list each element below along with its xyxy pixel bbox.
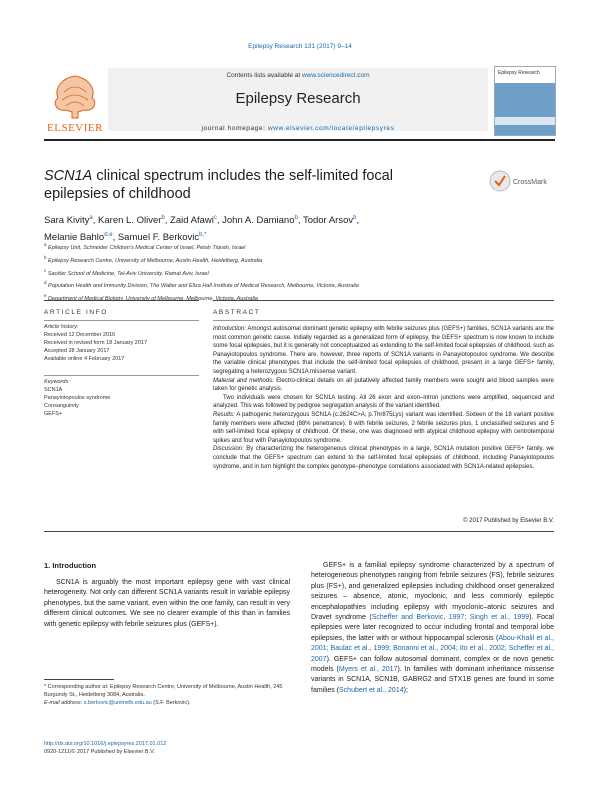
email-suffix: (S.F. Berkovic). xyxy=(151,700,191,706)
crossmark-label: CrossMark xyxy=(513,179,547,186)
keyword-item: Consanguinity xyxy=(44,403,79,409)
cover-title: Epilepsy Research xyxy=(498,70,540,76)
affiliation-item: $^d$ Population Health and Immunity Division, The Walter and Eliza Hall Institute of Medical Research, Melbourne, Victoria, Australia xyxy=(44,280,359,290)
journal-cover-thumbnail[interactable] xyxy=(494,66,556,136)
history-item: Received in revised form 18 January 2017 xyxy=(44,340,148,346)
article-info-rule xyxy=(44,300,199,301)
header-rule xyxy=(44,139,555,141)
homepage-link[interactable]: www.elsevier.com/locate/epilepsyres xyxy=(267,125,395,132)
corresponding-text: * Corresponding author at: Epilepsy Research Centre, University of Melbourne, Austin Health, 245 Burgundy St., Heidelberg 3084, Australia. xyxy=(44,684,283,698)
doi-link[interactable]: http://dx.doi.org/10.1016/j.eplepsyres.2017.01.012 xyxy=(44,741,167,747)
abstract-subrule xyxy=(213,320,554,321)
footnote-rule xyxy=(44,679,114,680)
title-rest: clinical spectrum includes the self-limited focal epilepsies of childhood xyxy=(44,168,393,202)
article-info-subrule xyxy=(44,320,199,321)
journal-citation[interactable]: Epilepsy Research 131 (2017) 9–14 xyxy=(248,43,352,50)
reference-link[interactable]: Schubert et al., 2014 xyxy=(339,686,404,694)
keyword-item: GEFS+ xyxy=(44,411,63,417)
reference-link[interactable]: Myers et al., 2017 xyxy=(338,666,398,674)
introduction-heading: 1. Introduction xyxy=(44,561,97,570)
history-item: Available online 4 February 2017 xyxy=(44,356,125,362)
doi-block xyxy=(44,740,290,756)
title-gene: SCN1A xyxy=(44,168,93,184)
intro-paragraph-1: SCN1A is arguably the most important epilepsy gene with vast clinical heterogeneity. Not only can different SCN1A variants result in variable epilepsy phenotypes, but the same variant, even within the one family, can result in very different clinical outcomes. We see no clearer example of this than in families with genetic epilepsy with febrile seizures plus (GEFS+). xyxy=(44,579,290,628)
article-title xyxy=(44,167,454,203)
reference-link[interactable]: Scheffer and Berkovic, 1997; Singh et al., 1999 xyxy=(371,614,530,622)
journal-name: Epilepsy Research xyxy=(235,90,361,107)
affiliation-item: $^a$ Epilepsy Unit, Schneider Children's Medical Center of Israel, Petah Tiqvah, Israel xyxy=(44,242,246,251)
body-column-left xyxy=(44,578,290,630)
homepage-label: journal homepage: xyxy=(201,125,266,132)
abstract-bottom-rule xyxy=(44,531,554,532)
reference-link[interactable]: Abou-Khalil et al., 2001; Baulac et al., 1999; Bonanni et al., 2004; Ito et al., 2002; Scheffer et al., 2007 xyxy=(311,634,554,663)
author-7[interactable]: Samuel F. Berkovic$^{b,*}$ xyxy=(117,232,207,244)
author-5[interactable]: Todor Arsov$^b$, xyxy=(302,215,360,227)
affiliation-list xyxy=(44,240,554,304)
email-label: E-mail address: xyxy=(44,700,83,706)
contents-prefix: Contents lists available at xyxy=(226,72,301,79)
affiliation-item: $^b$ Epilepsy Research Centre, University of Melbourne, Austin Health, Heidelberg, Australia xyxy=(44,254,263,264)
abstract-body xyxy=(213,325,554,471)
keyword-item: SCN1A xyxy=(44,387,63,393)
author-1[interactable]: Sara Kivity$^a$, xyxy=(44,215,99,227)
author-4[interactable]: John A. Damiano$^b$, xyxy=(222,215,303,227)
corresponding-author-footnote xyxy=(44,683,290,707)
abstract-rule xyxy=(213,300,554,301)
email-link[interactable]: s.berkovic@unimelb.edu.au xyxy=(83,700,152,706)
history-item: Received 12 December 2016 xyxy=(44,332,116,338)
abstract-copyright: © 2017 Published by Elsevier B.V. xyxy=(463,518,554,524)
abstract-heading: ABSTRACT xyxy=(213,309,261,316)
keywords-rule xyxy=(44,375,199,376)
keyword-item: Panayiotopoulos syndrome xyxy=(44,395,111,401)
author-3[interactable]: Zaid Afawi$^c$, xyxy=(170,215,223,227)
article-info-heading: ARTICLE INFO xyxy=(44,309,108,316)
affiliation-item: $^c$ Sackler School of Medicine, Tel-Aviv University, Ramat Aviv, Israel xyxy=(44,267,209,277)
keywords xyxy=(44,378,199,418)
body-column-right xyxy=(311,561,554,696)
affiliation-item: $^e$ Melbourne, xyxy=(44,293,214,303)
abstract-methods-2: Two individuals were chosen for SCN1A testing. All 26 exon and exon–intron junctions were amplified, sequenced and analyzed. This was followed by pedigree segregation analysis of the variant identified. xyxy=(213,394,554,410)
issn-line: 0920-1211/© 2017 Published by Elsevier B.V. xyxy=(44,749,155,755)
abstract-results: Results: A pathogenic heterozygous SCN1A (c.2624C>A; p.Thr875Lys) variant was identified. Sixteen of the 18 variant positive family members were affected (88% penetrance): 8 with febrile seizures, 2 febrile seizures plus, 1 unclassified seizures and 5 with self-limited focal epilepsy of childhood. Of these, one was diagnosed with atypical childhood epilepsy with centrotemporal spikes and four with Panayiotopoulos syndrome. xyxy=(213,411,554,444)
abstract-discussion: Discussion: By characterizing the heterogeneous clinical phenotypes in a large, SCN1A mutation positive GEFS+ family, we conclude that the GEFS+ spectrum can extend to the self-limited focal epilepsies of childhood, including Panayiotopoulos syndrome, and in turn highlight the complex genotype–phenotype correlations associated with SCN1A-related epilepsies. xyxy=(213,446,554,470)
abstract-methods: Material and methods: Electro-clinical details on all putatively affected family members were sought and blood samples were taken for genetic analysis. xyxy=(213,377,554,393)
crossmark-badge[interactable] xyxy=(488,168,554,194)
elsevier-wordmark: ELSEVIER xyxy=(47,122,103,134)
article-history xyxy=(44,323,199,363)
history-label: Article history: xyxy=(44,324,79,330)
author-2[interactable]: Karen L. Oliver$^b$, xyxy=(98,215,171,227)
intro-paragraph-2: GEFS+ is a familial epilepsy syndrome characterized by a spectrum of heterogeneous phenotypes ranging from febrile seizures (FS), febrile seizures plus (FS+), and generalized epilepsies including childhood onset generalized seizures – absence, atonic, myoclonic, and less commonly epileptic encephalopathies including epilepsy with myoclonic–atonic seizures and Dravet syndrome (Scheffer and Berkovic, 1997; Singh et al., 1999). Focal epilepsies were later recognized to occur including frontal and temporal lobe epilepsies, the latter with or without hippocampal sclerosis (Abou-Khalil et al., 2001; Baulac et al., 1999; Bonanni et al., 2004; Ito et al., 2002; Scheffer et al., 2007). GEFS+ can follow autosomal dominant, complex or de novo genetic models (Myers et al., 2017). In families with dominant inheritance missense variants in SCN1A, SCN1B, GABRG2 and STX1B genes are found in some families (Schubert et al., 2014); xyxy=(311,562,554,694)
sciencedirect-link[interactable]: www.sciencedirect.com xyxy=(301,72,370,79)
abstract-introduction: Introduction: Amongst autosomal dominant genetic epilepsy with febrile seizures plus (GEFS+) families, SCN1A variants are the most common genetic cause. Initially regarded as a generalized form of epilepsy, the GEFS+ spectrum is now known to include some focal epilepsies, but it is generally not conceptualized as extending to the self-limited focal epilepsies of childhood, such as Panayiotopoulos syndrome. There are, however, three reports of SCN1A variants in Panayiotopoulos syndrome. We describe the variable clinical phenotypes that include the self-limited focal epilepsies of childhood, present in a large GEFS+ family, segregating a heterozygous SCN1A missense variant. xyxy=(213,326,554,375)
journal-homepage xyxy=(108,125,488,132)
author-6[interactable]: Melanie Bahlo$^{d,e}$, xyxy=(44,232,118,244)
keywords-label: Keywords: xyxy=(44,379,70,385)
history-item: Accepted 28 January 2017 xyxy=(44,348,110,354)
contents-line xyxy=(108,72,488,79)
